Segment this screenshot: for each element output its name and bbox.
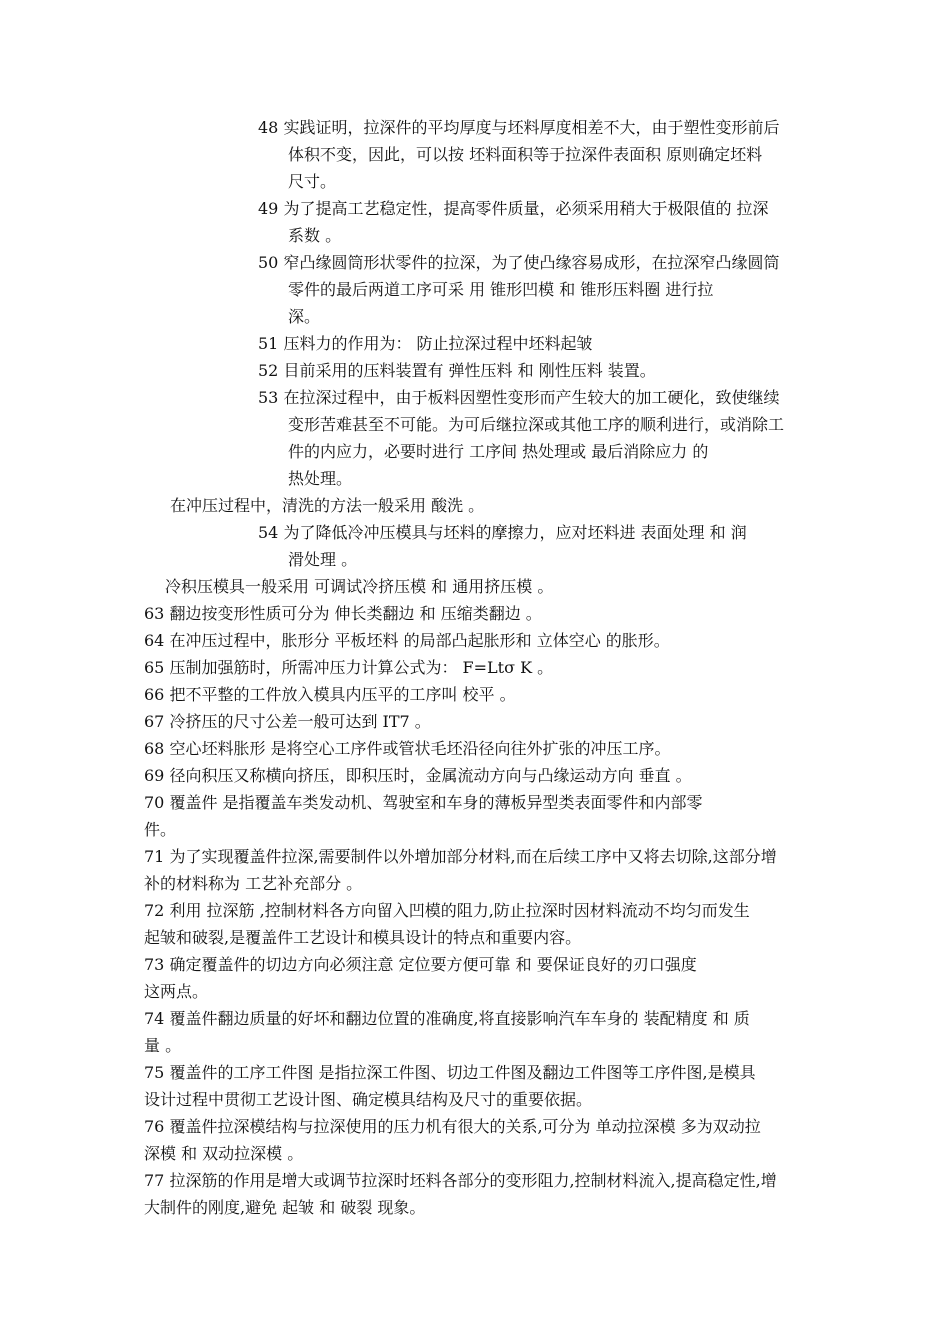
text-line: 深。 [288, 307, 321, 326]
text-line: 冷积压模具一般采用 可调试冷挤压模 和 通用挤压模 。 [165, 577, 554, 596]
text-line: 73 确定覆盖件的切边方向必须注意 定位要方便可靠 和 要保证良好的刃口强度 [144, 955, 697, 974]
text-line: 件。 [144, 820, 177, 839]
text-line: 体积不变，因此，可以按 坯料面积等于拉深件表面积 原则确定坯料 [288, 145, 763, 164]
text-line: 71 为了实现覆盖件拉深,需要制件以外增加部分材料,而在后续工序中又将去切除,这部分增 [144, 847, 777, 866]
text-line: 74 覆盖件翻边质量的好坏和翻边位置的准确度,将直接影响汽车车身的 装配精度 和 质 [144, 1009, 750, 1028]
text-line: 补的材料称为 工艺补充部分 。 [144, 874, 363, 893]
text-line: 68 空心坯料胀形 是将空心工序件或管状毛坯沿径向往外扩张的冲压工序。 [144, 739, 671, 758]
text-line: 大制件的刚度,避免 起皱 和 破裂 现象。 [144, 1198, 426, 1217]
text-line: 变形苦难甚至不可能。为可后继拉深或其他工序的顺利进行，或消除工 [288, 415, 785, 434]
text-line: 54 为了降低冷冲压模具与坯料的摩擦力，应对坯料进 表面处理 和 润 [258, 523, 747, 542]
text-line: 48 实践证明，拉深件的平均厚度与坯料厚度相差不大，由于塑性变形前后 [258, 118, 780, 137]
text-line: 69 径向积压又称横向挤压，即积压时，金属流动方向与凸缘运动方向 垂直 。 [144, 766, 692, 785]
text-line: 尺寸。 [288, 172, 337, 191]
text-line: 52 目前采用的压料装置有 弹性压料 和 刚性压料 装置。 [258, 361, 656, 380]
text-line: 热处理。 [288, 469, 353, 488]
text-line: 49 为了提高工艺稳定性，提高零件质量，必须采用稍大于极限值的 拉深 [258, 199, 769, 218]
text-line: 63 翻边按变形性质可分为 伸长类翻边 和 压缩类翻边 。 [144, 604, 542, 623]
text-line: 量 。 [144, 1036, 182, 1055]
text-line: 53 在拉深过程中，由于板料因塑性变形而产生较大的加工硬化，致使继续 [258, 388, 780, 407]
text-line: 75 覆盖件的工序工件图 是指拉深工件图、切边工件图及翻边工件图等工序件图,是模具 [144, 1063, 756, 1082]
text-line: 件的内应力，必要时进行 工序间 热处理或 最后消除应力 的 [288, 442, 709, 461]
text-line: 76 覆盖件拉深模结构与拉深使用的压力机有很大的关系,可分为 单动拉深模 多为双动拉 [144, 1117, 761, 1136]
text-line: 64 在冲压过程中，胀形分 平板坯料 的局部凸起胀形和 立体空心 的胀形。 [144, 631, 670, 650]
text-line: 零件的最后两道工序可采 用 锥形凹模 和 锥形压料圈 进行拉 [288, 280, 714, 299]
text-line: 51 压料力的作用为： 防止拉深过程中坯料起皱 [258, 334, 593, 353]
text-line: 72 利用 拉深筋 ,控制材料各方向留入凹模的阻力,防止拉深时因材料流动不均匀而发生 [144, 901, 750, 920]
text-line: 66 把不平整的工件放入模具内压平的工序叫 校平 。 [144, 685, 516, 704]
text-line: 70 覆盖件 是指覆盖车类发动机、驾驶室和车身的薄板异型类表面零件和内部零 [144, 793, 703, 812]
text-line: 系数 。 [288, 226, 342, 245]
text-line: 设计过程中贯彻工艺设计图、确定模具结构及尺寸的重要依据。 [144, 1090, 593, 1109]
text-line: 深模 和 双动拉深模 。 [144, 1144, 304, 1163]
text-line: 这两点。 [144, 982, 209, 1001]
text-line: 起皱和破裂,是覆盖件工艺设计和模具设计的特点和重要内容。 [144, 928, 582, 947]
text-line: 67 冷挤压的尺寸公差一般可达到 IT7 。 [144, 712, 431, 731]
text-line: 77 拉深筋的作用是增大或调节拉深时坯料各部分的变形阻力,控制材料流入,提高稳定性,增 [144, 1171, 777, 1190]
text-line: 滑处理 。 [288, 550, 358, 569]
text-line: 在冲压过程中，清洗的方法一般采用 酸洗 。 [170, 496, 485, 515]
text-line: 50 窄凸缘圆筒形状零件的拉深，为了使凸缘容易成形，在拉深窄凸缘圆筒 [258, 253, 780, 272]
text-line: 65 压制加强筋时，所需冲压力计算公式为： F=Ltσ K 。 [144, 658, 554, 677]
